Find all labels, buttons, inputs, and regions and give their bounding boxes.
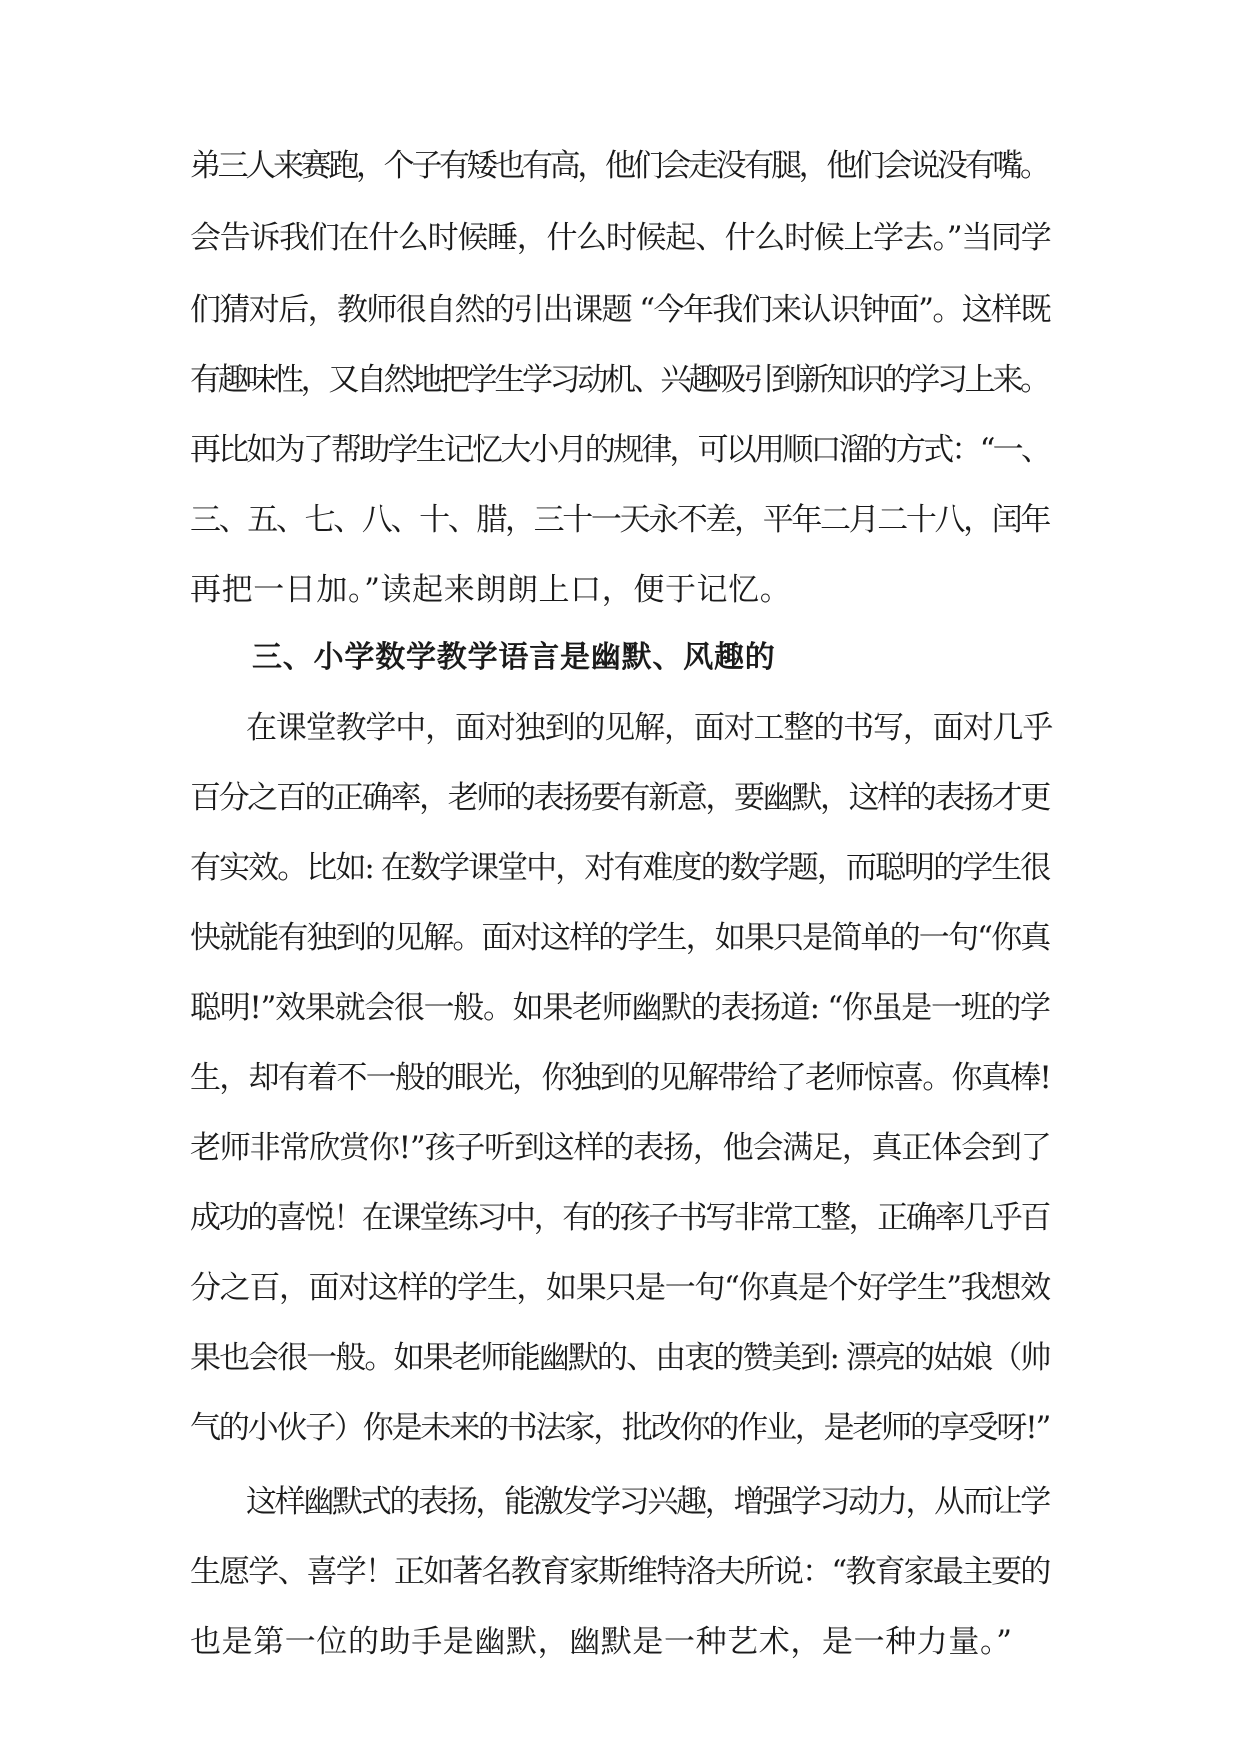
paragraph-2-line-3: 有实效。比如: 在数学课堂中，对有难度的数学题，而聪明的学生很 xyxy=(190,850,1050,886)
paragraph-1-line-6: 三、五、七、八、十、腊，三十一天永不差，平年二月二十八，闰年 xyxy=(190,502,1050,538)
paragraph-1-line-3: 们猜对后，教师很自然的引出课题 “今年我们来认识钟面”。这样既 xyxy=(190,292,1050,328)
paragraph-1-line-7: 再把一日加。”读起来朗朗上口，便于记忆。 xyxy=(190,572,792,608)
paragraph-2-line-8: 成功的喜悦！在课堂练习中，有的孩子书写非常工整，正确率几乎百 xyxy=(190,1200,1050,1236)
paragraph-3-line-2: 生愿学、喜学！正如著名教育家斯维特洛夫所说：“教育家最主要的 xyxy=(190,1554,1050,1590)
paragraph-2-line-4: 快就能有独到的见解。面对这样的学生，如果只是简单的一句“你真 xyxy=(190,920,1050,956)
paragraph-1-line-2: 会告诉我们在什么时候睡，什么时候起、什么时候上学去。”当同学 xyxy=(190,220,1051,256)
paragraph-2-line-11: 气的小伙子）你是未来的书法家，批改你的作业，是老师的享受呀!” xyxy=(190,1410,1050,1446)
paragraph-2-line-2: 百分之百的正确率，老师的表扬要有新意，要幽默，这样的表扬才更 xyxy=(190,780,1050,816)
paragraph-2-line-1: 在课堂教学中，面对独到的见解，面对工整的书写，面对几乎 xyxy=(246,710,1053,746)
paragraph-2-line-10: 果也会很一般。如果老师能幽默的、由衷的赞美到: 漂亮的姑娘（帅 xyxy=(190,1340,1050,1376)
paragraph-2-line-6: 生，却有着不一般的眼光，你独到的见解带给了老师惊喜。你真棒! xyxy=(190,1060,1051,1096)
paragraph-2-line-9: 分之百，面对这样的学生，如果只是一句“你真是个好学生”我想效 xyxy=(190,1270,1050,1306)
paragraph-3-line-1: 这样幽默式的表扬，能激发学习兴趣，增强学习动力，从而让学 xyxy=(246,1484,1049,1520)
paragraph-3-line-3: 也是第一位的助手是幽默，幽默是一种艺术，是一种力量。” xyxy=(190,1624,1013,1660)
paragraph-1-line-4: 有趣味性，又自然地把学生学习动机、兴趣吸引到新知识的学习上来。 xyxy=(190,362,1048,398)
section-heading: 三、小学数学教学语言是幽默、风趣的 xyxy=(252,640,776,675)
paragraph-2-line-5: 聪明!”效果就会很一般。如果老师幽默的表扬道: “你虽是一班的学 xyxy=(190,990,1050,1026)
paragraph-2-line-7: 老师非常欣赏你!”孩子听到这样的表扬，他会满足，真正体会到了 xyxy=(190,1130,1051,1166)
paragraph-1-line-5: 再比如为了帮助学生记忆大小月的规律，可以用顺口溜的方式：“一、 xyxy=(190,432,1050,468)
paragraph-1-line-1: 弟三人来赛跑，个子有矮也有高，他们会走没有腿，他们会说没有嘴。 xyxy=(190,148,1048,184)
